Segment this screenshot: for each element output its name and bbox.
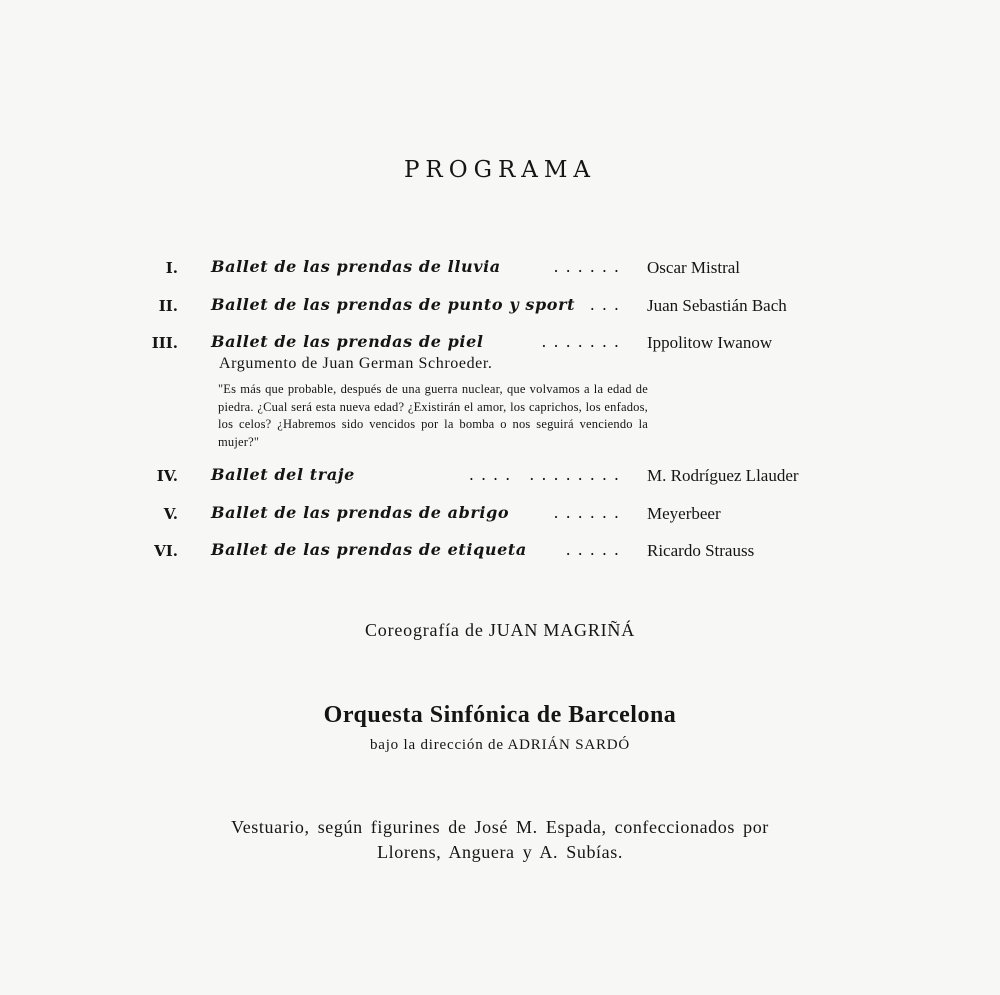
item-quote: "Es más que probable, después de una guerra nuclear, que volvamos a la edad de piedra. ¿Cual será esta nueva edad? ¿Existirán el amor, los caprichos, los enfados, los celos? ¿Habremos sido vencidos por la bomba o nos seguirá venciendo la mujer?" [218, 382, 648, 449]
item-composer: Ricardo Strauss [647, 541, 755, 560]
programme-item-2 [0, 295, 1000, 321]
programme-item-3 [0, 332, 1000, 358]
costumes-line-2: Llorens, Anguera y A. Subías. [377, 842, 623, 862]
orchestra-name: Orquesta Sinfónica de Barcelona [323, 702, 677, 728]
item-piece: Ballet de las prendas de abrigo [211, 503, 510, 522]
item-numeral: V. [163, 505, 178, 523]
programme-item-1 [0, 257, 1000, 283]
costumes-credit [0, 815, 1000, 865]
programme-item-6 [0, 540, 1000, 566]
choreography-credit: Coreografía de JUAN MAGRIÑÁ [364, 620, 636, 640]
item-numeral: VI. [154, 542, 178, 560]
page-title: PROGRAMA [403, 157, 597, 183]
item-piece: Ballet de las prendas de piel [211, 332, 484, 351]
item-composer: Oscar Mistral [647, 258, 741, 277]
item-argument: Argumento de Juan German Schroeder. [219, 355, 493, 372]
item-composer: M. Rodríguez Llauder [647, 466, 799, 485]
item-piece: Ballet del traje [211, 465, 355, 484]
item-piece: Ballet de las prendas de etiqueta [211, 540, 527, 559]
item-composer: Ippolitow Iwanow [647, 333, 773, 352]
item-composer: Juan Sebastián Bach [647, 296, 787, 315]
item-composer: Meyerbeer [647, 504, 721, 523]
item-leader-dots: ....... [541, 332, 626, 351]
costumes-line-1: Vestuario, según figurines de José M. Espada, confeccionados por [231, 817, 769, 837]
programme-item-5 [0, 503, 1000, 529]
item-numeral: I. [165, 259, 178, 277]
item-numeral: III. [151, 334, 178, 352]
item-leader-dots: ... [589, 295, 626, 314]
conductor-credit: bajo la dirección de ADRIÁN SARDÓ [369, 737, 631, 753]
item-numeral: II. [158, 297, 178, 315]
item-leader-dots: ...... [553, 257, 626, 276]
item-leader-dots: ..... [565, 540, 626, 559]
item-piece: Ballet de las prendas de punto y sport [211, 295, 576, 314]
item-leader-dots: .... ........ [468, 465, 626, 484]
item-leader-dots: ...... [553, 503, 626, 522]
item-piece: Ballet de las prendas de lluvia [211, 257, 501, 276]
item-numeral: IV. [156, 467, 178, 485]
programme-item-4 [0, 465, 1000, 491]
